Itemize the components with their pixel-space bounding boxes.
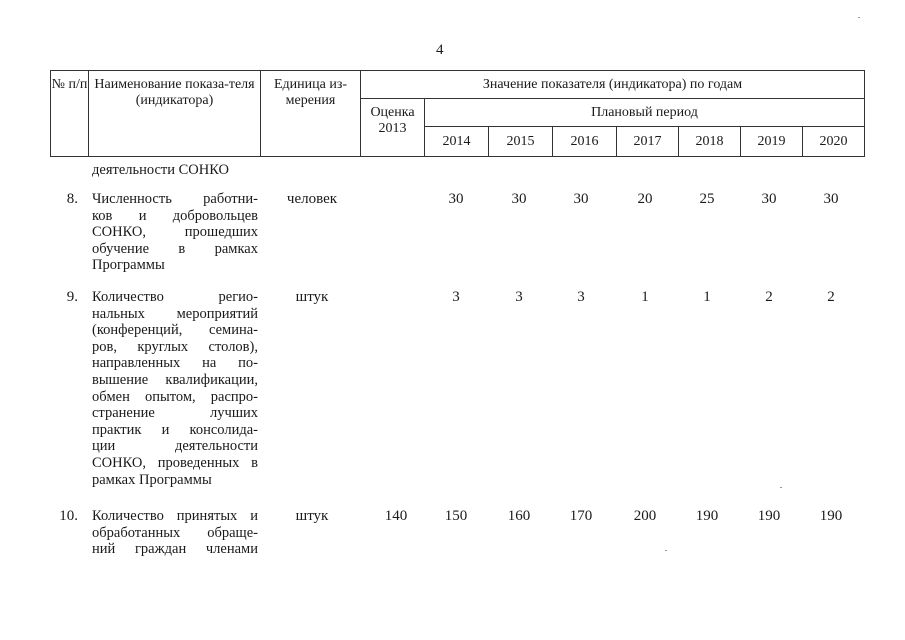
row-value: 2 xyxy=(827,289,835,305)
row-name-line: Количество регио- xyxy=(92,289,258,305)
row-unit: штук xyxy=(295,289,329,305)
row-name-line: рамках Программы xyxy=(92,471,212,488)
row-name-line: странение лучших xyxy=(92,405,258,422)
row-name-line: ции деятельности xyxy=(92,438,258,455)
header-col-name: Наименование показа-теля (индикатора) xyxy=(89,71,261,157)
row-name-line: направленных на по- xyxy=(92,355,258,372)
header-year: 2019 xyxy=(741,127,803,157)
row-value: 3 xyxy=(452,289,460,305)
row-number: 9. xyxy=(66,289,78,305)
header-year: 2016 xyxy=(553,127,617,157)
row-name xyxy=(92,191,258,274)
row-name-line: ров, круглых столов), xyxy=(92,338,258,355)
scan-speck xyxy=(780,487,782,488)
row-value: 30 xyxy=(511,191,527,207)
row-name xyxy=(92,508,258,558)
row-value: 1 xyxy=(641,289,649,305)
row-unit: штук xyxy=(295,508,329,524)
table-header xyxy=(50,70,865,157)
header-col-values: Значение показателя (индикатора) по годам xyxy=(361,71,865,99)
header-col-planned: Плановый период xyxy=(425,99,865,127)
continuation-text: деятельности СОНКО xyxy=(92,162,230,178)
row-value: 190 xyxy=(695,508,719,524)
row-name-line: ков и добровольцев xyxy=(92,207,258,224)
row-value: 200 xyxy=(633,508,657,524)
header-year: 2014 xyxy=(425,127,489,157)
header-year: 2018 xyxy=(679,127,741,157)
header-year: 2020 xyxy=(803,127,865,157)
row-name-line: Программы xyxy=(92,257,165,274)
header-year: 2017 xyxy=(617,127,679,157)
row-value: 2 xyxy=(765,289,773,305)
row-estimate: 140 xyxy=(384,508,408,524)
page-number: 4 xyxy=(436,42,444,58)
row-number: 8. xyxy=(66,191,78,207)
row-name-line: обмен опытом, распро- xyxy=(92,388,258,405)
row-value: 25 xyxy=(699,191,715,207)
row-value: 30 xyxy=(448,191,464,207)
row-value: 30 xyxy=(823,191,839,207)
row-name-line: Численность работни- xyxy=(92,191,258,207)
row-name-line: СОНКО, прошедших xyxy=(92,224,258,241)
row-name-line: Количество принятых и xyxy=(92,508,258,524)
row-unit: человек xyxy=(286,191,338,207)
scan-speck xyxy=(858,17,860,18)
row-value: 190 xyxy=(819,508,843,524)
row-number: 10. xyxy=(59,508,78,524)
header-col-unit: Единица из-мерения xyxy=(261,71,361,157)
row-value: 1 xyxy=(703,289,711,305)
row-name-line: вышение квалификации, xyxy=(92,371,258,388)
row-value: 150 xyxy=(444,508,468,524)
row-name-line: обучение в рамках xyxy=(92,240,258,257)
row-name-line: практик и консолида- xyxy=(92,421,258,438)
row-name-line: (конференций, семина- xyxy=(92,322,258,339)
row-value: 190 xyxy=(757,508,781,524)
row-value: 3 xyxy=(515,289,523,305)
scan-speck xyxy=(665,550,667,551)
row-value: 3 xyxy=(577,289,585,305)
header-year: 2015 xyxy=(489,127,553,157)
row-name-line: обработанных обраще- xyxy=(92,524,258,541)
row-value: 20 xyxy=(637,191,653,207)
row-name-line: СОНКО, проведенных в xyxy=(92,454,258,471)
row-value: 170 xyxy=(569,508,593,524)
row-name-line: ний граждан членами xyxy=(92,541,258,558)
header-col-estimate: Оценка 2013 xyxy=(361,99,425,157)
row-value: 30 xyxy=(761,191,777,207)
row-name xyxy=(92,289,258,488)
row-name-line: нальных мероприятий xyxy=(92,305,258,322)
header-col-no: № п/п xyxy=(51,71,89,157)
row-value: 30 xyxy=(573,191,589,207)
row-value: 160 xyxy=(507,508,531,524)
